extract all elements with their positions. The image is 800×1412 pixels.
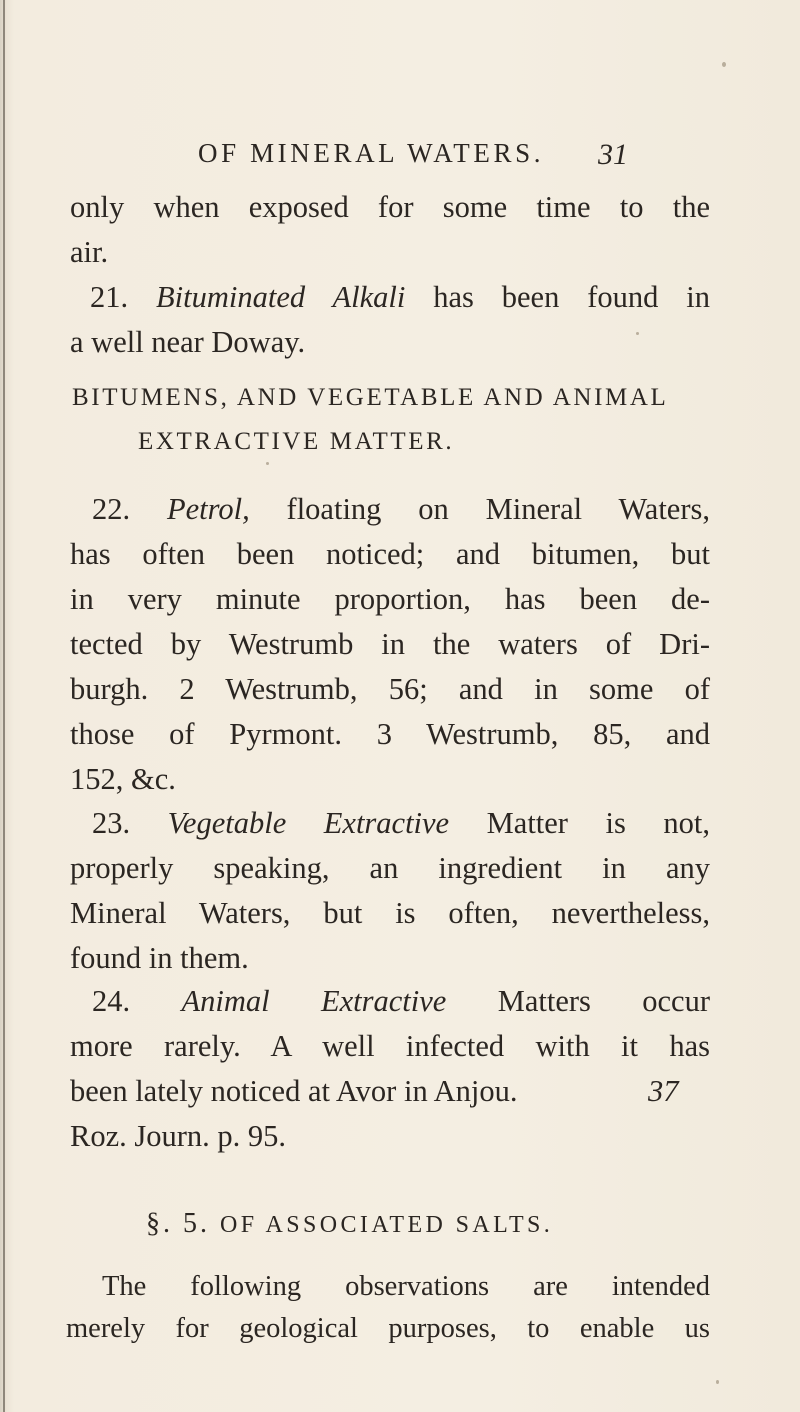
section-number: §. 5.: [146, 1208, 210, 1239]
text-fragment: floating on Mineral Waters,: [286, 492, 710, 526]
text-line: [70, 808, 710, 839]
text-line: more rarely. A well infected with it has: [70, 1029, 710, 1063]
item-term: Animal Extractive: [181, 984, 447, 1018]
paper-speck: [716, 1380, 719, 1384]
footnote-reference: 37: [648, 1074, 679, 1108]
text-fragment: has been found in: [433, 280, 711, 314]
text-line: [70, 494, 710, 525]
paper-speck: [266, 462, 269, 465]
text-line: air.: [70, 235, 109, 269]
text-line: merely for geological purposes, to enable us: [66, 1313, 710, 1344]
section-5-heading: [146, 1208, 553, 1240]
running-head: OF MINERAL WATERS.: [198, 138, 545, 168]
page-number: 31: [598, 138, 628, 171]
item-number: 24.: [92, 984, 131, 1018]
text-line: burgh. 2 Westrumb, 56; and in some of: [70, 672, 710, 706]
text-line: found in them.: [70, 941, 249, 975]
section-title: OF ASSOCIATED SALTS.: [220, 1212, 554, 1238]
text-fragment: Matters occur: [497, 984, 711, 1018]
text-line: those of Pyrmont. 3 Westrumb, 85, and: [70, 717, 710, 751]
item-term: Petrol,: [166, 492, 250, 526]
page-gutter-line: [3, 0, 5, 1412]
paper-speck: [722, 62, 726, 67]
item-term: Bituminated Alkali: [156, 280, 406, 314]
text-line: has often been noticed; and bitumen, but: [70, 537, 710, 571]
item-number: 22.: [92, 492, 131, 526]
text-line: tected by Westrumb in the waters of Dri-: [70, 627, 710, 661]
text-line: 152, &c.: [70, 762, 176, 796]
text-fragment: Matter is not,: [486, 806, 710, 840]
section-heading-line1: BITUMENS, AND VEGETABLE AND ANIMAL: [72, 384, 669, 411]
text-line: a well near Doway.: [70, 325, 306, 359]
text-line: only when exposed for some time to the: [70, 190, 710, 224]
text-line: been lately noticed at Avor in Anjou.: [70, 1074, 518, 1108]
text-line: Roz. Journ. p. 95.: [70, 1119, 287, 1153]
text-line: [70, 282, 710, 313]
text-line: The following observations are intended: [102, 1271, 710, 1302]
paper-speck: [636, 332, 639, 335]
item-number: 21.: [90, 280, 129, 314]
item-term: Vegetable Extractive: [167, 806, 450, 840]
item-number: 23.: [92, 806, 131, 840]
section-heading-line2: EXTRACTIVE MATTER.: [138, 428, 455, 455]
text-line: Mineral Waters, but is often, nevertheless,: [70, 896, 710, 930]
text-line: in very minute proportion, has been de-: [70, 582, 710, 616]
text-line: properly speaking, an ingredient in any: [70, 851, 710, 885]
page-header: [0, 138, 800, 178]
text-line: [70, 986, 710, 1017]
